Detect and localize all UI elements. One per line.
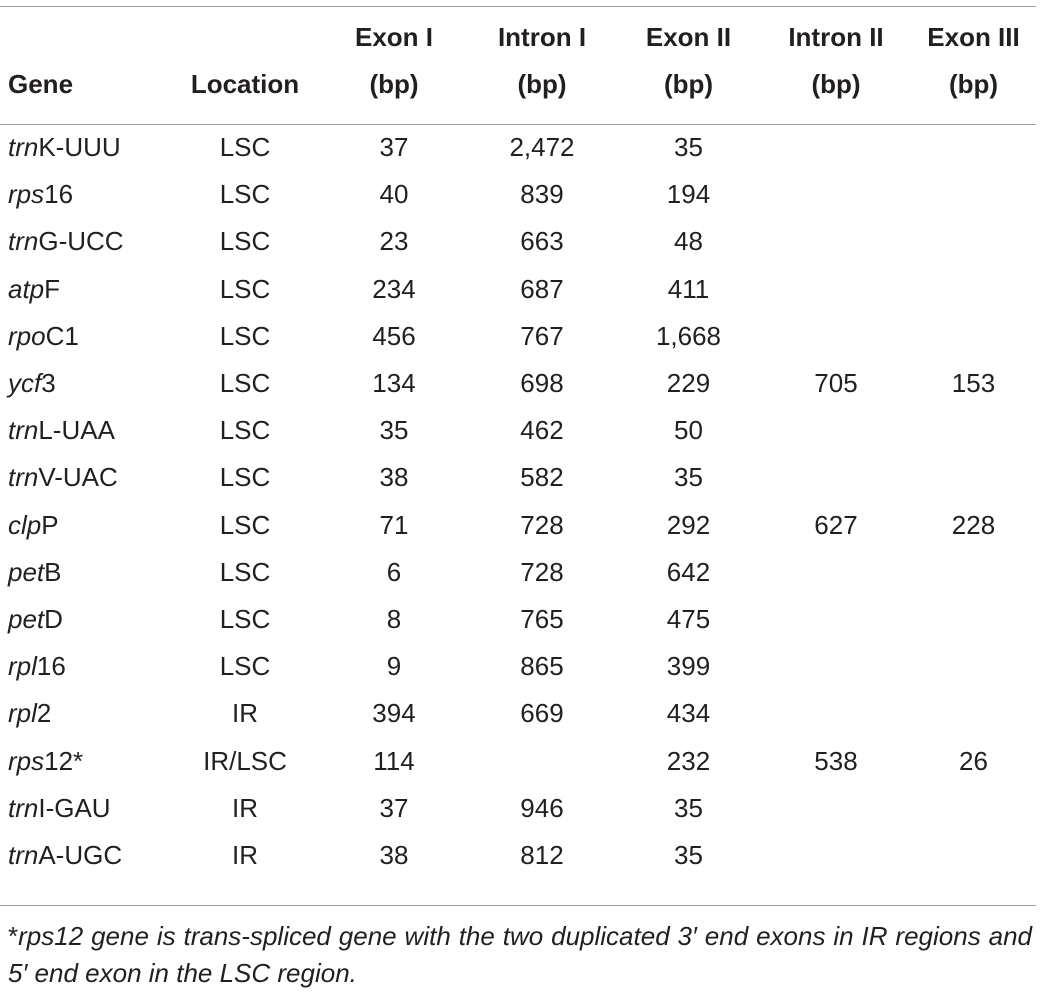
gene-suffix: G-UCC: [38, 226, 124, 257]
cell-intron1: 767: [520, 320, 564, 351]
cell-exon3: [911, 266, 1036, 313]
cell-gene: [0, 690, 170, 737]
cell-intron1: 946: [520, 792, 564, 823]
gene-prefix: trn: [8, 226, 39, 257]
cell-intron1: 698: [520, 368, 564, 399]
table-row: [0, 360, 1036, 407]
cell-gene: [0, 454, 170, 501]
cell-intron2: [761, 454, 911, 501]
cell-location: LSC: [219, 556, 271, 587]
cell-exon2: 411: [667, 273, 710, 304]
cell-location: LSC: [219, 132, 271, 163]
gene-prefix: trn: [8, 792, 39, 823]
cell-exon1: 23: [379, 226, 409, 257]
gene-suffix: K-UUU: [38, 132, 121, 163]
cell-location: LSC: [219, 273, 271, 304]
cell-exon3: [911, 171, 1036, 218]
gene-prefix: rpo: [8, 320, 46, 351]
cell-intron2: [761, 218, 911, 265]
table-row: [0, 832, 1036, 879]
table-row: [0, 596, 1036, 643]
cell-gene: [0, 407, 170, 454]
cell-gene: [0, 313, 170, 360]
cell-exon1: 71: [379, 509, 409, 540]
cell-exon1: 37: [379, 132, 409, 163]
cell-exon3: [911, 690, 1036, 737]
cell-exon1: 234: [372, 273, 416, 304]
header-intron1: Intron I (bp): [497, 22, 587, 99]
cell-location: LSC: [219, 462, 271, 493]
cell-intron1: 728: [520, 556, 564, 587]
cell-exon2: 229: [666, 368, 711, 399]
cell-intron2: [761, 266, 911, 313]
cell-gene: [0, 171, 170, 218]
cell-exon1: 456: [372, 320, 416, 351]
gene-prefix: trn: [8, 415, 39, 446]
cell-intron1: 582: [520, 462, 564, 493]
cell-intron1: 812: [520, 839, 564, 870]
gene-prefix: pet: [8, 603, 45, 634]
cell-intron1: 669: [520, 698, 564, 729]
cell-exon1: 37: [379, 792, 409, 823]
table-row: [0, 171, 1036, 218]
table-row: [0, 785, 1036, 832]
cell-intron1: 728: [520, 509, 564, 540]
gene-suffix: 3: [41, 368, 56, 399]
cell-location: LSC: [219, 415, 271, 446]
cell-gene: [0, 643, 170, 690]
gene-prefix: trn: [8, 132, 39, 163]
table-row: [0, 690, 1036, 737]
gene-prefix: ycf: [8, 368, 42, 399]
cell-exon3: [911, 218, 1036, 265]
header-gene: Gene: [8, 69, 74, 99]
gene-prefix: rpl: [8, 698, 37, 729]
cell-exon1: 35: [379, 415, 409, 446]
cell-location: IR: [232, 698, 258, 729]
gene-suffix: A-UGC: [38, 839, 123, 870]
bottom-rule: [0, 905, 1036, 906]
table-row: [0, 502, 1036, 549]
cell-intron2: [761, 171, 911, 218]
header-exon3: Exon III (bp): [927, 22, 1020, 99]
cell-exon3: 26: [959, 745, 988, 776]
table-row: [0, 313, 1036, 360]
cell-intron2: [761, 832, 911, 879]
cell-location: LSC: [219, 603, 271, 634]
table-row: [0, 407, 1036, 454]
cell-exon3: [911, 313, 1036, 360]
cell-exon1: 40: [379, 179, 409, 210]
gene-prefix: pet: [8, 556, 45, 587]
cell-exon2: 35: [674, 462, 703, 493]
footnote-text: rps12 gene is trans-spliced gene with the two duplicated 3′ end exons in IR regions and 5′ end exon in the LSC region.: [8, 921, 1032, 988]
cell-intron2: [761, 690, 911, 737]
gene-suffix: 12*: [44, 745, 84, 776]
gene-prefix: atp: [8, 273, 45, 304]
cell-location: IR/LSC: [203, 745, 287, 776]
gene-suffix: B: [44, 556, 62, 587]
cell-exon1: 114: [373, 745, 415, 776]
cell-exon1: 134: [372, 368, 416, 399]
cell-exon3: [911, 407, 1036, 454]
gene-prefix: clp: [8, 509, 42, 540]
cell-gene: [0, 266, 170, 313]
cell-exon1: 6: [386, 556, 402, 587]
cell-gene: [0, 360, 170, 407]
cell-intron1: 663: [520, 226, 564, 257]
cell-location: LSC: [219, 226, 271, 257]
cell-location: LSC: [219, 368, 271, 399]
header-row: [0, 0, 1036, 108]
gene-suffix: D: [44, 603, 63, 634]
cell-intron2: [761, 643, 911, 690]
cell-exon2: 642: [666, 556, 711, 587]
cell-location: LSC: [219, 509, 271, 540]
table-row: [0, 218, 1036, 265]
cell-gene: [0, 737, 170, 784]
gene-prefix: trn: [8, 462, 39, 493]
cell-location: LSC: [219, 320, 271, 351]
cell-exon2: 194: [666, 179, 711, 210]
gene-prefix: rps: [8, 179, 45, 210]
cell-exon2: 48: [674, 226, 703, 257]
table-row: [0, 549, 1036, 596]
cell-exon1: 9: [386, 651, 402, 682]
gene-prefix: trn: [8, 839, 39, 870]
gene-suffix: 2: [36, 698, 52, 729]
cell-intron2: [761, 785, 911, 832]
cell-exon2: 35: [674, 792, 703, 823]
cell-exon2: 399: [666, 651, 711, 682]
cell-location: LSC: [219, 179, 271, 210]
cell-exon2: 434: [666, 698, 711, 729]
cell-exon1: 8: [386, 603, 402, 634]
cell-exon3: [911, 124, 1036, 171]
cell-intron2: 627: [814, 509, 858, 540]
header-exon1: Exon I (bp): [354, 22, 433, 99]
cell-exon2: 35: [674, 132, 703, 163]
cell-gene: [0, 549, 170, 596]
cell-gene: [0, 502, 170, 549]
gene-suffix: P: [41, 509, 59, 540]
table-body: [0, 124, 1036, 879]
cell-location: LSC: [219, 651, 271, 682]
cell-exon3: 153: [951, 368, 996, 399]
cell-exon3: [911, 785, 1036, 832]
cell-gene: [0, 832, 170, 879]
gene-suffix: I-GAU: [38, 792, 111, 823]
cell-intron1: 839: [520, 179, 564, 210]
cell-location: IR: [232, 792, 258, 823]
cell-intron1: 687: [520, 273, 564, 304]
table-row: [0, 454, 1036, 501]
cell-intron1: 765: [520, 603, 564, 634]
cell-intron2: [761, 407, 911, 454]
table-row: [0, 737, 1036, 784]
cell-exon3: [911, 596, 1036, 643]
gene-suffix: C1: [45, 320, 79, 351]
cell-exon2: 475: [666, 603, 711, 634]
gene-suffix: V-UAC: [38, 462, 118, 493]
header-intron2: Intron II (bp): [788, 22, 884, 99]
cell-exon1: 38: [379, 462, 409, 493]
cell-intron1: 2,472: [509, 132, 575, 163]
cell-exon1: 38: [379, 839, 409, 870]
footnote-star: *: [8, 921, 19, 951]
cell-intron2: [761, 596, 911, 643]
cell-gene: [0, 124, 170, 171]
cell-exon3: [911, 549, 1036, 596]
cell-exon2: 1,668: [655, 320, 722, 351]
cell-exon3: [911, 832, 1036, 879]
gene-suffix: 16: [36, 651, 66, 682]
header-location: Location: [190, 69, 300, 99]
cell-intron2: [761, 549, 911, 596]
gene-suffix: L-UAA: [38, 415, 115, 446]
cell-exon3: 228: [951, 509, 996, 540]
cell-exon3: [911, 643, 1036, 690]
gene-suffix: 16: [44, 179, 74, 210]
footnote: [8, 918, 1032, 992]
cell-exon1: 394: [372, 698, 416, 729]
gene-suffix: F: [44, 273, 61, 304]
cell-gene: [0, 596, 170, 643]
gene-prefix: rps: [8, 745, 45, 776]
table-row: [0, 124, 1036, 171]
gene-prefix: rpl: [8, 651, 37, 682]
cell-intron2: [761, 124, 911, 171]
cell-exon2: 292: [666, 509, 711, 540]
cell-exon2: 232: [666, 745, 711, 776]
cell-intron2: [761, 313, 911, 360]
cell-intron1: 865: [520, 651, 564, 682]
cell-intron1: 462: [520, 415, 564, 446]
cell-gene: [0, 218, 170, 265]
cell-exon2: 50: [674, 415, 703, 446]
table-row: [0, 643, 1036, 690]
table-row: [0, 266, 1036, 313]
cell-exon2: 35: [674, 839, 703, 870]
cell-gene: [0, 785, 170, 832]
cell-intron2: 705: [814, 368, 858, 399]
cell-location: IR: [232, 839, 258, 870]
cell-intron1: [468, 737, 616, 784]
header-exon2: Exon II (bp): [645, 22, 732, 99]
cell-intron2: 538: [814, 745, 858, 776]
cell-exon3: [911, 454, 1036, 501]
